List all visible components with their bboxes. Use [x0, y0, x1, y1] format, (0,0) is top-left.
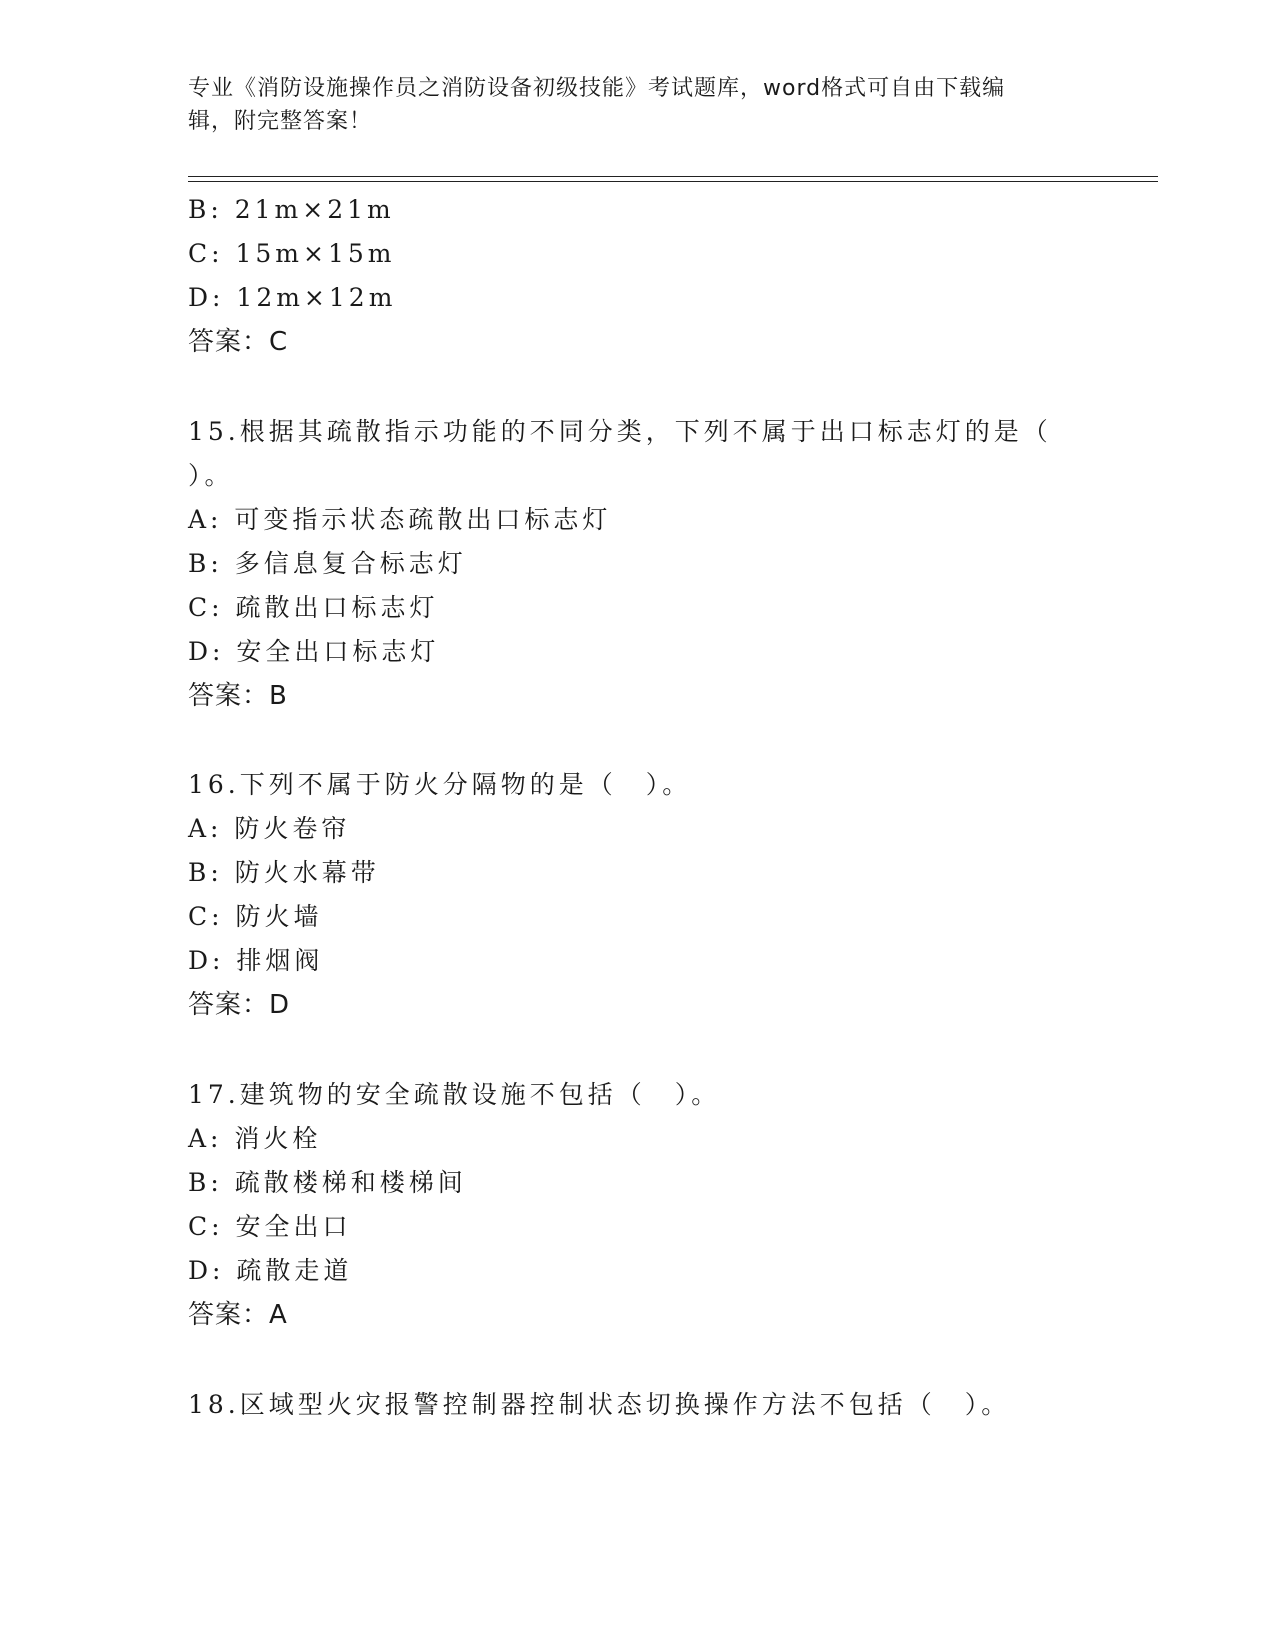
- option-a: A: 可变指示状态疏散出口标志灯: [188, 505, 612, 534]
- answer: 答案：C: [188, 327, 289, 357]
- question-stem: 16.下列不属于防火分隔物的是（ ）。: [188, 770, 692, 799]
- option-a: A: 消火栓: [188, 1124, 322, 1153]
- answer: 答案：B: [188, 681, 288, 711]
- answer: 答案：A: [188, 1300, 288, 1330]
- option-c: C: 安全出口: [188, 1212, 352, 1241]
- header-divider-bottom: [188, 181, 1158, 182]
- question-stem-cont: ）。: [188, 461, 234, 490]
- option-c: C: 15m×15m: [188, 239, 396, 268]
- option-b: B: 疏散楼梯和楼梯间: [188, 1168, 467, 1197]
- header-divider-top: [188, 176, 1158, 177]
- question-stem: 15.根据其疏散指示功能的不同分类，下列不属于出口标志灯的是（: [188, 417, 1052, 446]
- option-d: D: 排烟阀: [188, 946, 324, 975]
- option-b: B: 防火水幕带: [188, 858, 380, 887]
- header-line-2: 辑，附完整答案！: [188, 109, 373, 134]
- option-b: B: 21m×21m: [188, 195, 395, 224]
- header-line-1: 专业《消防设施操作员之消防设备初级技能》考试题库，word格式可自由下载编: [188, 76, 1006, 101]
- option-d: D: 疏散走道: [188, 1256, 353, 1285]
- answer: 答案：D: [188, 990, 291, 1020]
- option-d: D: 12m×12m: [188, 283, 397, 312]
- option-c: C: 防火墙: [188, 902, 323, 931]
- option-c: C: 疏散出口标志灯: [188, 593, 439, 622]
- question-stem: 18.区域型火灾报警控制器控制状态切换操作方法不包括（ ）。: [188, 1390, 1011, 1419]
- option-d: D: 安全出口标志灯: [188, 637, 440, 666]
- option-a: A: 防火卷帘: [188, 814, 351, 843]
- document-header: [188, 72, 1088, 138]
- question-stem: 17.建筑物的安全疏散设施不包括（ ）。: [188, 1080, 721, 1109]
- option-b: B: 多信息复合标志灯: [188, 549, 467, 578]
